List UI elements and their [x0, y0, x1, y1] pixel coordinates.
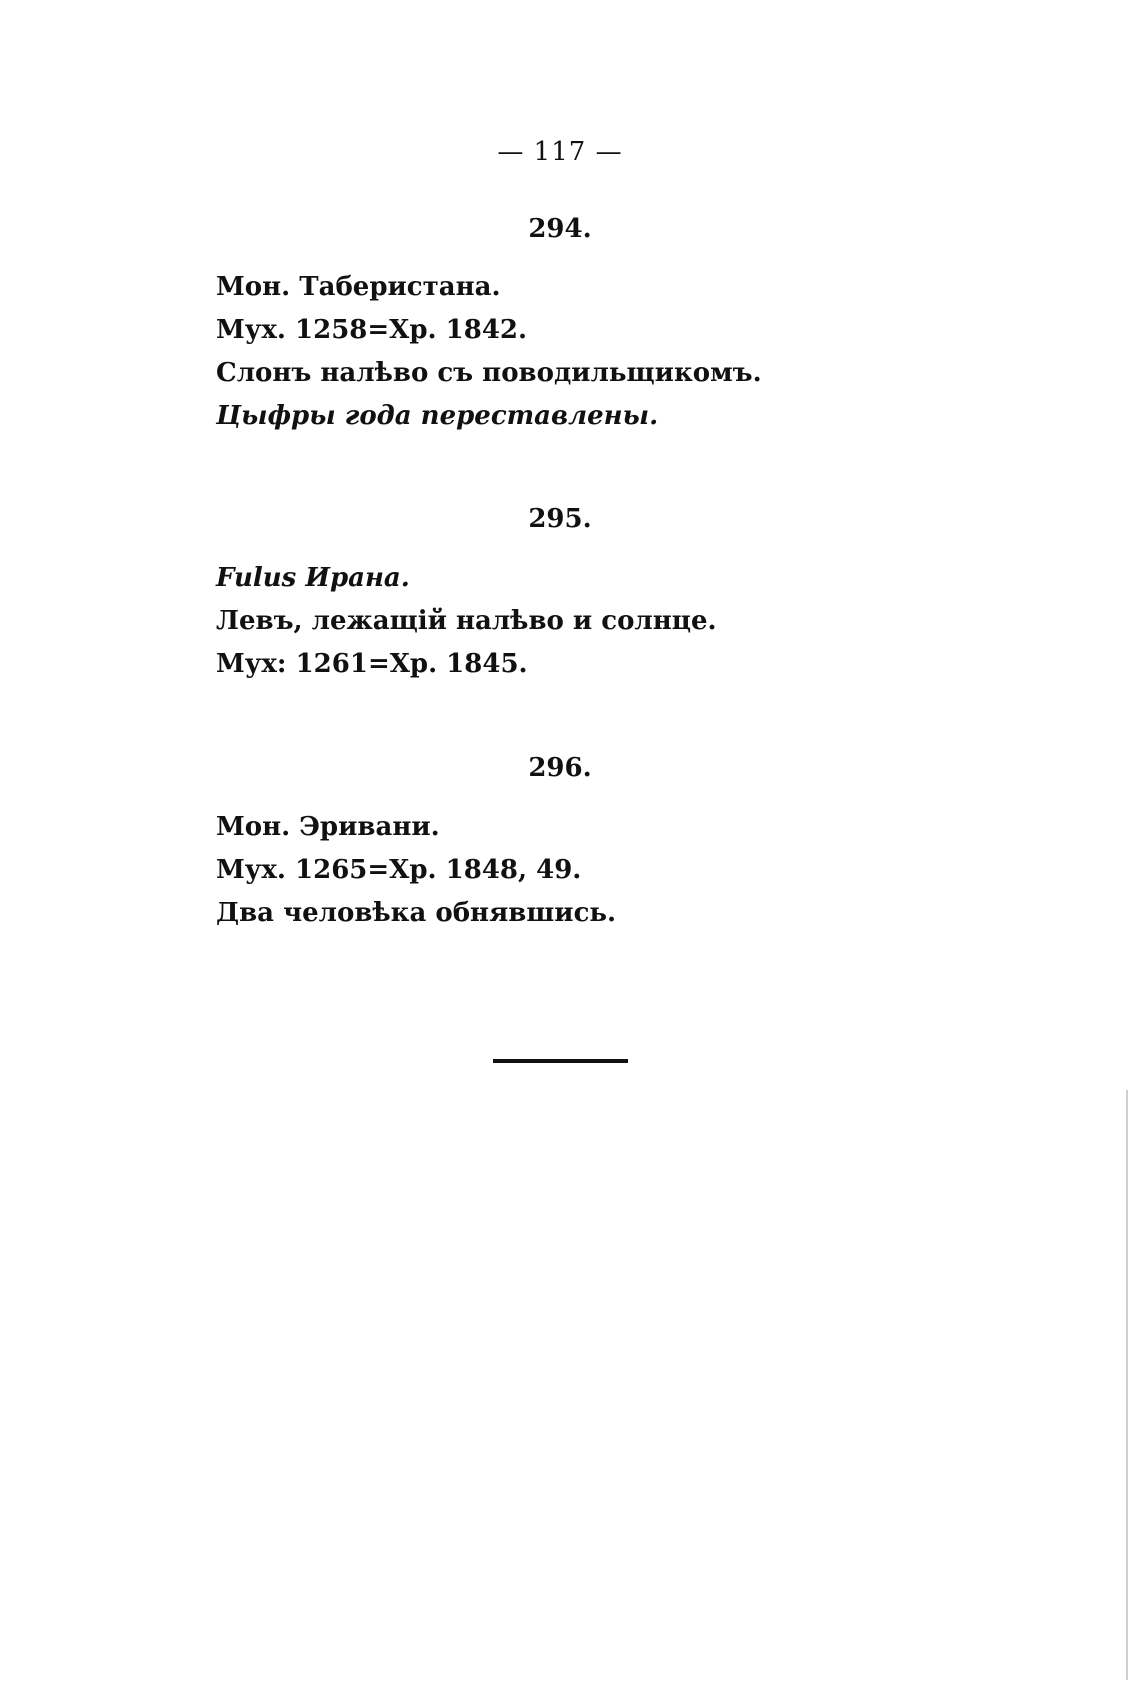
entry-294-date: Мух. 1258=Хр. 1842.	[216, 315, 528, 345]
entry-296-date: Мух. 1265=Хр. 1848, 49.	[216, 855, 582, 885]
entry-294-coin-type: Мон. Таберистана.	[216, 272, 501, 302]
entry-number-294: 294.	[528, 214, 592, 244]
closing-rule	[493, 1059, 628, 1063]
entry-295-coin-type: Fulus Ирана.	[216, 563, 410, 593]
page-edge-line	[1126, 1090, 1128, 1680]
entry-294-description: Слонъ налѣво съ поводильщикомъ.	[216, 358, 762, 388]
entry-number-295: 295.	[528, 504, 592, 534]
entry-295-date: Мух: 1261=Хр. 1845.	[216, 649, 528, 679]
page-number: — 117 —	[497, 137, 623, 167]
entry-number-296: 296.	[528, 753, 592, 783]
entry-295-description: Левъ, лежащій налѣво и солнце.	[216, 606, 717, 636]
entry-296-coin-type: Мон. Эривани.	[216, 812, 440, 842]
entry-296-description: Два человѣка обнявшись.	[216, 898, 617, 928]
entry-294-note: Цыфры года переставлены.	[216, 401, 659, 431]
